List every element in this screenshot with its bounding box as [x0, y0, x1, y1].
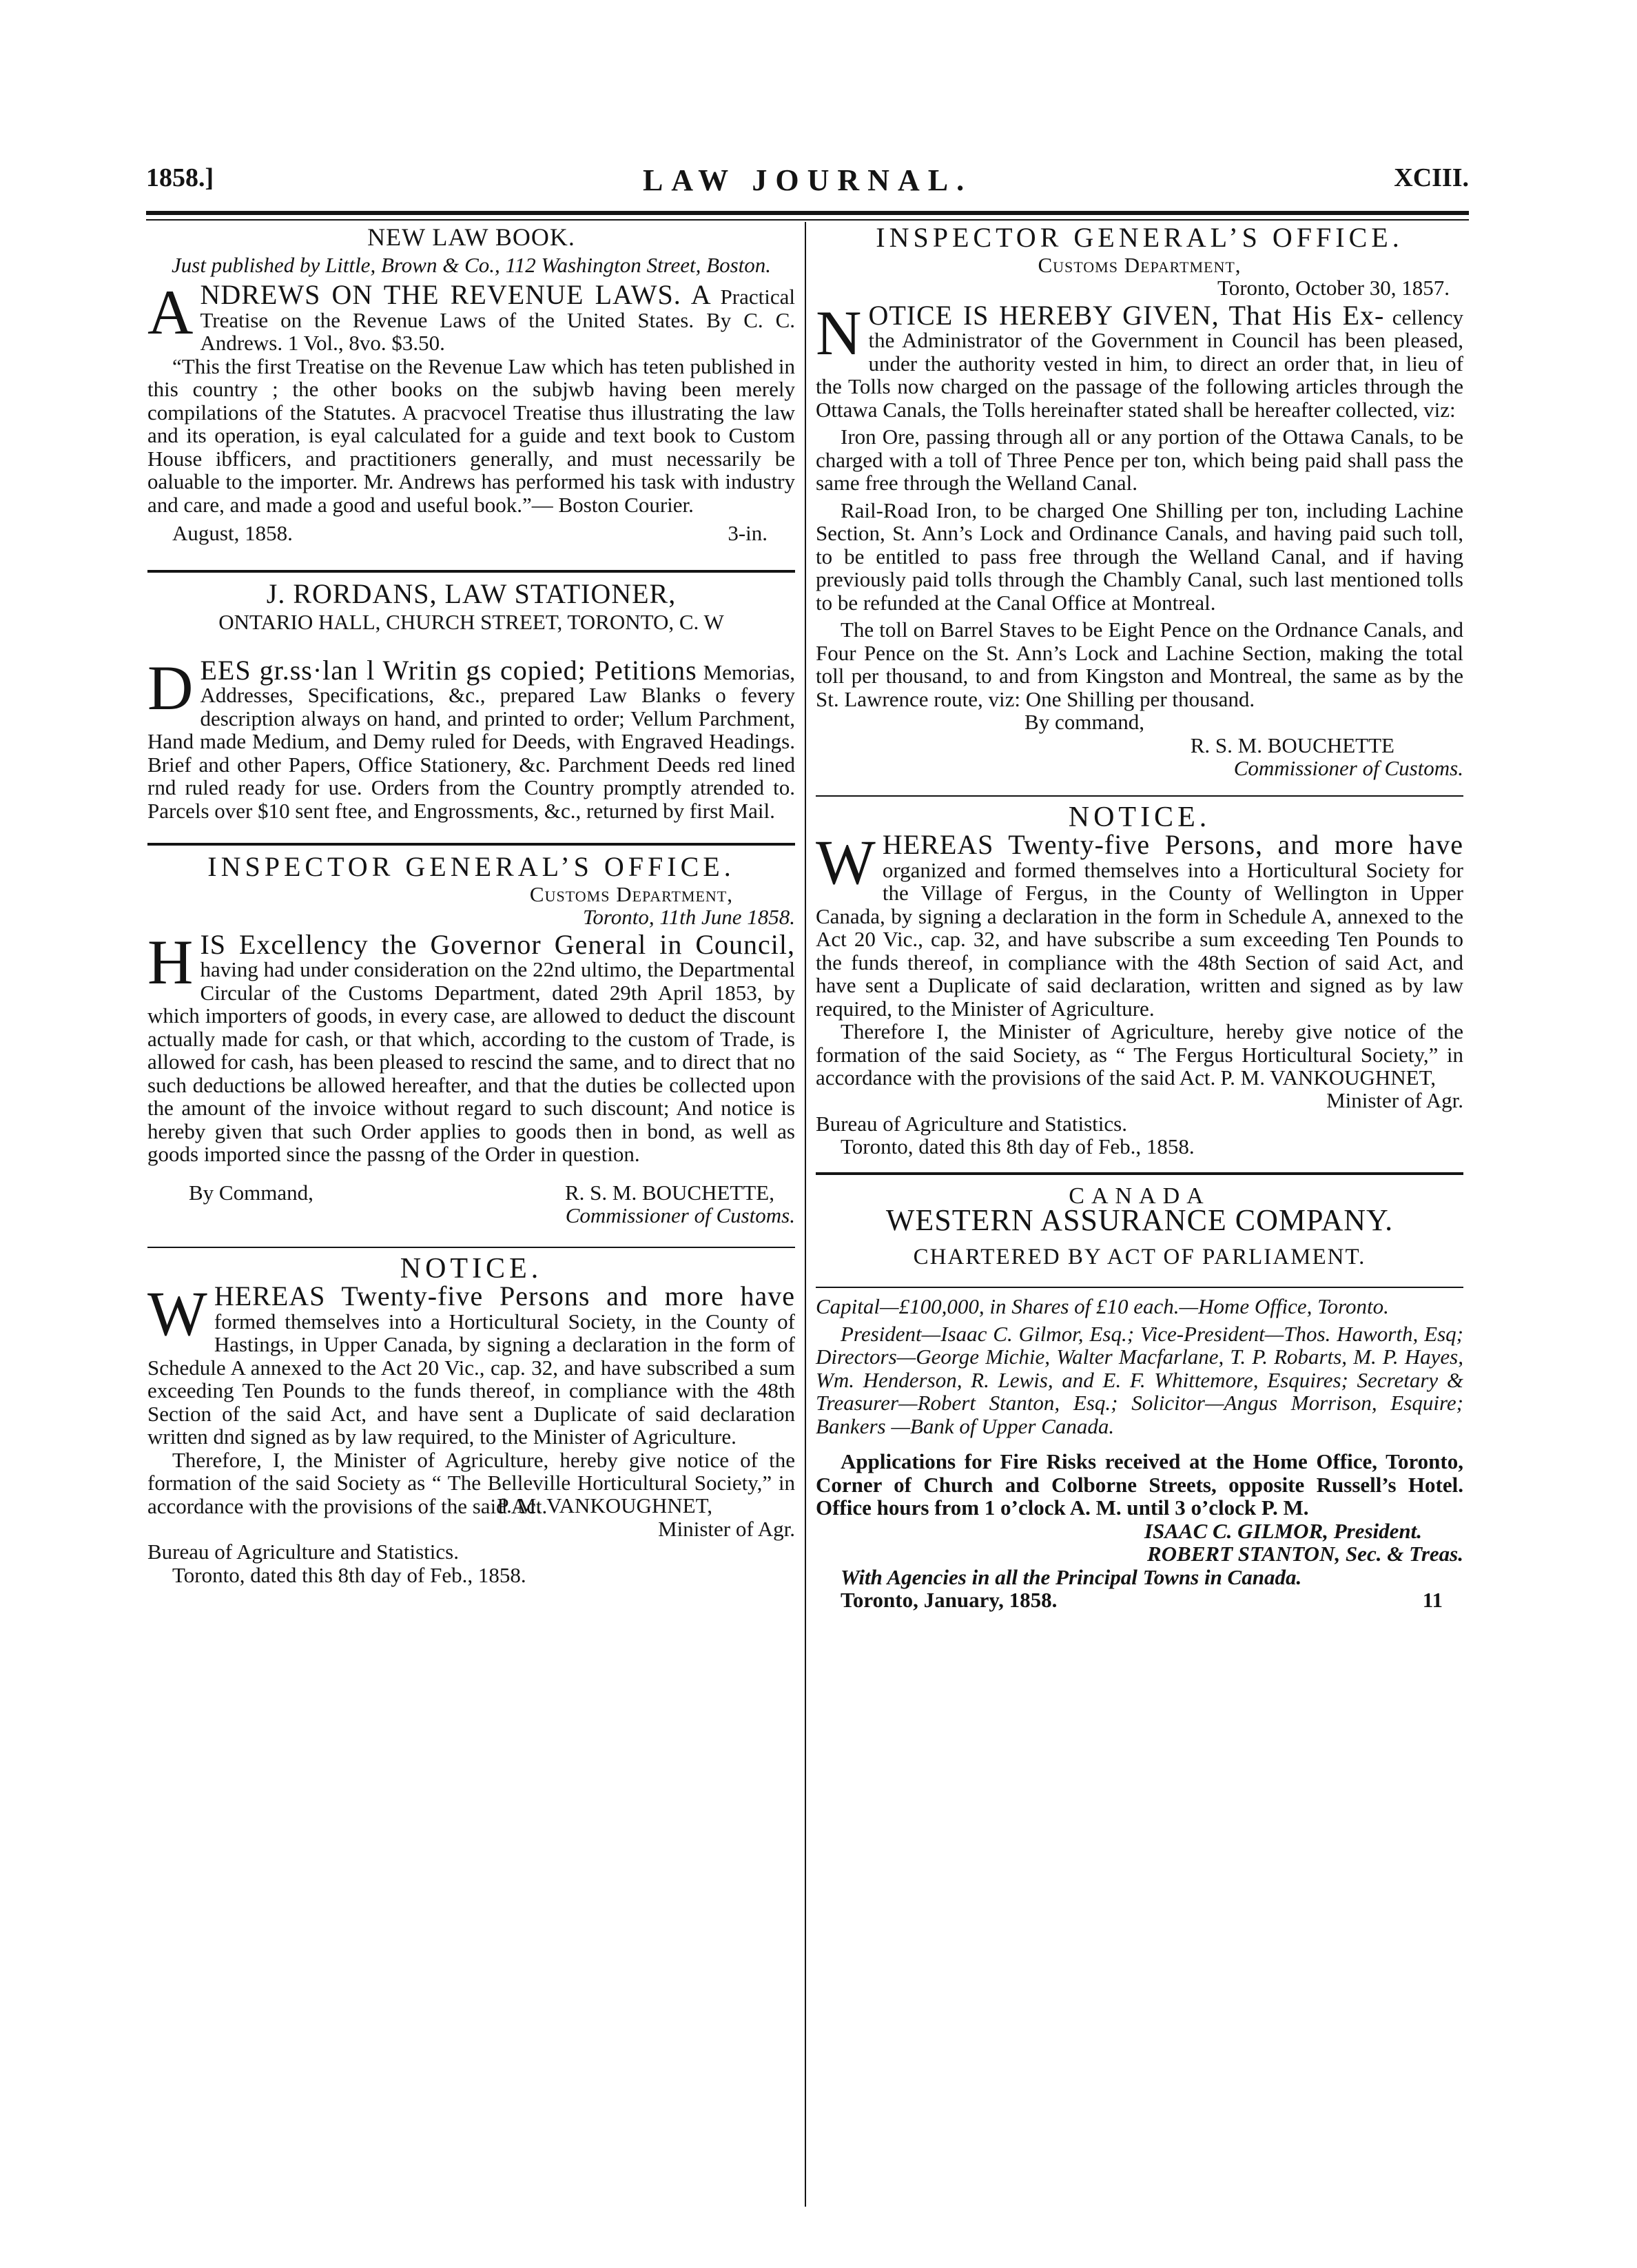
book-advert [147, 223, 795, 545]
inspector-lead: IS Excellency the Governor General in Council, [200, 928, 795, 960]
inspector-notice-left [147, 851, 795, 1227]
agencies-line: With Agencies in all the Principal Towns in Canada. [841, 1564, 1302, 1589]
horticultural-notice-left [147, 1252, 795, 1587]
by-command: By Command, [189, 1180, 313, 1205]
assurance-advert [816, 1185, 1463, 1612]
assurance-heading: WESTERN ASSURANCE COMPANY. [885, 1203, 1394, 1237]
separator [147, 570, 795, 573]
assurance-kicker: CANADA [1069, 1183, 1211, 1209]
page-number: XCIII. [1394, 163, 1469, 192]
notice-body: formed themselves into a Horticultural Society, in the County of Hastings, in Upper Canada, by signing a declaration in the form of Schedule A annexed to the Act 20 Vic., cap. 32, and have subscribed a sum exceeding Ten Pounds to the funds thereof, in compliance with the 48th Section of the said Act, and have sent a Duplicate of said declaration written dnd signed as by law required, to the Minister of Agriculture. [147, 1309, 795, 1449]
assurance-footer [816, 1588, 1463, 1612]
staves-toll: The toll on Barrel Staves to be Eight Pence on the Ordnance Canals, and Four Pence on the St. Ann’s Lock and Lachine Section, making the total toll per thousand, to and from Kingston and Montreal, the same as by the St. Lawrence route, viz: One Shilling per thousand. [816, 617, 1463, 711]
drop-cap: D [147, 652, 194, 723]
signer-title: Commissioner of Customs. [1233, 756, 1463, 780]
notice-heading: NOTICE. [1068, 801, 1211, 833]
header-rule-thin [146, 219, 1469, 221]
assurance-code: 11 [1422, 1588, 1443, 1612]
applications-line: Applications for Fire Risks received at the Home Office, Toronto, Corner of Church and Colborne Streets, opposite Russell’s Hotel. Office hours from 1 o’clock A. M. until 3 o’clock P. M. [816, 1449, 1463, 1520]
dateline: Toronto, 11th June 1858. [582, 905, 795, 929]
book-footer [147, 522, 795, 545]
notice-lead: HEREAS Twenty-five Persons and more have [214, 1280, 795, 1311]
book-body: Practical Treatise on the Revenue Laws of the United States. By C. C. Andrews. 1 Vol., 8vo. $3.50. [200, 285, 795, 355]
page-header [146, 163, 1469, 204]
dateline: Toronto, October 30, 1857. [1217, 276, 1450, 300]
separator [816, 795, 1463, 797]
signer-title: Minister of Agr. [658, 1516, 795, 1541]
book-lead: NDREWS ON THE REVENUE LAWS. A [200, 279, 712, 310]
inspector-body: having had under consideration on the 22nd ultimo, the Departmental Circular of the Customs Department, dated 29th April 1853, by which importers of goods, in every case, are allowed to deduct the discount actually made for cash, or that which, according to the custom of Trade, is allowed for cash, has been pleased to rescind the same, and to direct that no such deductions be allowed hereafter, and that the duties be collected upon the amount of the invoice without regard to such discount; And notice is hereby given that such Order applies to goods then in bond, as well as goods imported since the passng of the Order in question. [147, 957, 795, 1166]
signer-name: R. S. M. BOUCHETTE, [565, 1180, 774, 1205]
inspector-lead: OTICE IS HEREBY GIVEN, That His Ex- [868, 299, 1385, 331]
drop-cap: W [147, 1278, 207, 1349]
book-quote: “This the first Treatise on the Revenue Law which has teten published in this country ; the other books on the subjwb having been merely compilations of the Statutes. A pracvocel Treatise thus illustrating the law and its operation, is eyal calculated for a guide and text book to Custom House ibfficers, and practitioners generally, and must necessarily be oaluable to the importer. Mr. Andrews has performed his task with industry and care, and made a good and useful book.”— Boston Courier. [147, 354, 795, 517]
right-column [816, 222, 1463, 1612]
dated-line: Toronto, dated this 8th day of Feb., 1858. [841, 1134, 1195, 1158]
book-date: August, 1858. [172, 521, 293, 545]
header-year: 1858.] [146, 163, 214, 192]
inspector-notice-right [816, 222, 1463, 780]
officers-line: President—Isaac C. Gilmor, Esq.; Vice-President—Thos. Haworth, Esq; Directors—George Michie, Walter Macfarlane, T. P. Robarts, M. P. Hayes, Wm. Henderson, R. Lewis, and E. F. Whittemore, Esquires; Secretary & Treasurer—Robert Stanton, Esq.; Solicitor—Angus Morrison, Esquire; Bankers —Bank of Upper Canada. [816, 1321, 1463, 1438]
horticultural-notice-right [816, 801, 1463, 1158]
book-code: 3-in. [728, 521, 768, 545]
drop-cap: H [147, 926, 194, 997]
header-rule-thick [146, 211, 1469, 215]
separator [816, 1287, 1463, 1288]
president-line: ISAAC C. GILMOR, President. [1144, 1518, 1422, 1543]
drop-cap: W [816, 827, 876, 897]
stationer-lead: EES gr.ss·lan l Writin gs copied; Petitions [200, 654, 697, 686]
journal-title: LAW JOURNAL. [642, 163, 973, 197]
column-divider [805, 222, 806, 2207]
separator [147, 1247, 795, 1248]
notice-therefore: Therefore, I, the Minister of Agriculture, hereby give notice of the formation of the said Society as “ The Belleville Horticultural Society,” in accordance with the provisions of the said Act. [147, 1447, 795, 1518]
notice-therefore: Therefore I, the Minister of Agriculture, hereby give notice of the formation of the said Society, as “ The Fergus Horticultural Society,” in accordance with the provisions of the said Act. [816, 1019, 1463, 1090]
rail-road-toll: Rail-Road Iron, to be charged One Shilling per ton, including Lachine Section, St. Ann’s Lock and Ordinance Canals, and having paid such toll, to be entitled to pass free through the Welland Canal, and if having previously paid tolls through the Chambly Canal, such last mentioned tolls to be refunded at the Canal Office at Montreal. [816, 498, 1463, 615]
stationer-heading: J. RORDANS, LAW STATIONER, [266, 578, 677, 609]
left-column [147, 222, 795, 1586]
customs-dept: Customs Department, [529, 881, 733, 906]
signer-name: R. S. M. BOUCHETTE [1190, 733, 1394, 757]
signer-title: Minister of Agr. [1326, 1088, 1463, 1112]
capital-line: Capital—£100,000, in Shares of £10 each.—Home Office, Toronto. [816, 1294, 1389, 1318]
dated-line: Toronto, dated this 8th day of Feb., 1858. [172, 1562, 526, 1587]
chartered-line: CHARTERED BY ACT OF PARLIAMENT. [913, 1244, 1366, 1269]
publisher-line: Just published by Little, Brown & Co., 112 Washington Street, Boston. [172, 252, 771, 277]
bureau-line: Bureau of Agriculture and Statistics. [816, 1111, 1127, 1136]
by-command: By command, [1025, 710, 1144, 734]
drop-cap: A [147, 277, 194, 347]
drop-cap: N [816, 297, 862, 368]
book-heading: NEW LAW BOOK. [367, 223, 575, 251]
customs-dept: Customs Department, [1038, 252, 1242, 277]
separator [816, 1172, 1463, 1175]
notice-body: organized and formed themselves into a Horticultural Society for the Village of Fergus, in the County of Wellington in Upper Canada, by signing a declaration in the form in Schedule A, annexed to the Act 20 Vic., cap. 32, and have subscribe a sum exceeding Ten Pounds to the funds thereof, in compliance with the 48th Section of said Act, and have sent a Duplicate of said declaration, written and signed as by law required, to the Minister of Agriculture. [816, 857, 1463, 1021]
separator [147, 843, 795, 846]
secretary-line: ROBERT STANTON, Sec. & Treas. [1146, 1542, 1463, 1566]
signer-title: Commissioner of Customs. [565, 1203, 795, 1227]
iron-ore-toll: Iron Ore, passing through all or any portion of the Ottawa Canals, to be charged with a toll of Three Pence per ton, which being paid shall pass the same free through the Welland Canal. [816, 425, 1463, 495]
stationer-body: Memorias, Addresses, Specifications, &c., prepared Law Blanks o fevery description always on hand, and printed to order; Vellum Parchment, Hand made Medium, and Demy ruled for Deeds, with Engraved Headings. Brief and other Papers, Office Stationery, &c. Parchment Deeds red lined rnd ruled ready for use. Orders from the Country promptly atrended to. Parcels over $10 sent ftee, and Engrossments, &c., returned by first Mail. [147, 660, 796, 823]
inspector-heading: INSPECTOR GENERAL’S OFFICE. [876, 222, 1403, 253]
notice-heading: NOTICE. [400, 1252, 543, 1285]
assurance-date: Toronto, January, 1858. [841, 1588, 1058, 1612]
inspector-body: cellency the Administrator of the Government in Council has been pleased, under the authority vested in him, to direct an order that, in lieu of the Tolls now charged on the passage of the following articles through the Ottawa Canals, the Tolls hereinafter stated shall be hereafter collected, viz: [816, 305, 1463, 422]
signature-row [147, 1181, 795, 1205]
signer-name: P. M. VANKOUGHNET, [1220, 1065, 1436, 1090]
notice-lead: HEREAS Twenty-five Persons, and more have [882, 829, 1463, 860]
stationer-advert [147, 578, 796, 823]
bureau-line: Bureau of Agriculture and Statistics. [147, 1540, 459, 1564]
inspector-heading: INSPECTOR GENERAL’S OFFICE. [207, 851, 735, 882]
stationer-address: ONTARIO HALL, CHURCH STREET, TORONTO, C. W [218, 610, 724, 634]
signer-name: P. M. VANKOUGHNET, [497, 1493, 712, 1518]
